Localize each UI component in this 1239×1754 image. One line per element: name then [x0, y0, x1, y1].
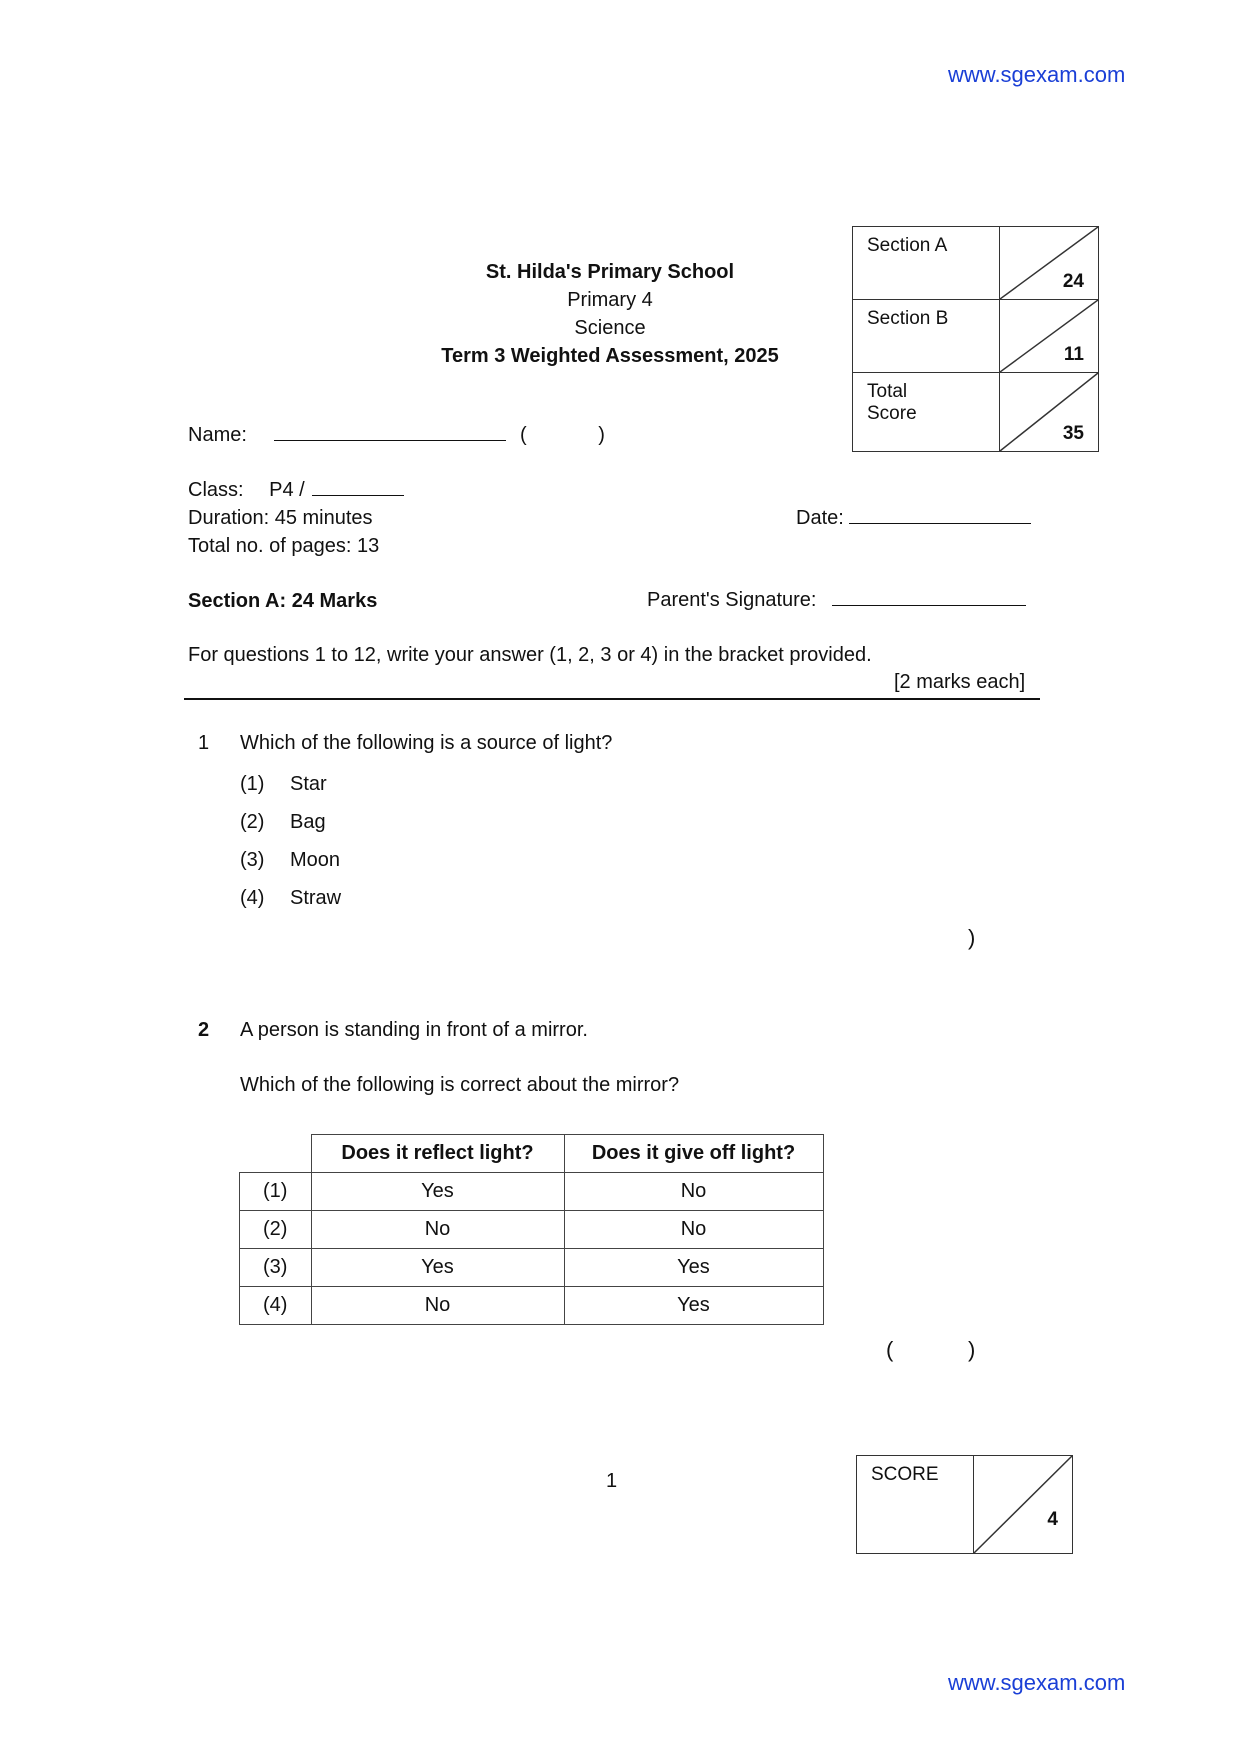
- question-number: 2: [198, 1019, 210, 1041]
- option-item: [240, 887, 341, 910]
- table-header-row: [240, 1135, 824, 1173]
- marks-label: Section B: [853, 300, 1000, 373]
- table-cell: Yes: [564, 1287, 823, 1325]
- marks-box: [852, 226, 1099, 452]
- section-a-title: Section A: 24 Marks: [188, 590, 378, 612]
- row-number: (4): [240, 1287, 312, 1325]
- option-text: Bag: [290, 811, 326, 833]
- question-text: A person is standing in front of a mirror.: [240, 1019, 588, 1041]
- option-text: Straw: [290, 887, 342, 909]
- subject: Science: [574, 317, 646, 339]
- column-header: Does it reflect light?: [311, 1135, 564, 1173]
- option-number: (4): [240, 887, 265, 909]
- answer-bracket-close: ): [968, 1337, 976, 1362]
- table-row: [240, 1287, 824, 1325]
- register-close-bracket: ): [598, 424, 605, 446]
- marks-value: 35: [1062, 423, 1084, 444]
- marks-label: Total Score: [853, 373, 1000, 452]
- table-cell: Yes: [564, 1249, 823, 1287]
- marks-row-total: [853, 373, 1099, 452]
- answer-bracket-open: (: [886, 1337, 894, 1362]
- table-cell: Yes: [311, 1173, 564, 1211]
- question-number: 1: [198, 732, 210, 754]
- marks-value: 11: [1063, 344, 1084, 365]
- option-number: (2): [240, 811, 265, 833]
- score-label: SCORE: [857, 1456, 974, 1554]
- marks-row-section-b: [853, 300, 1099, 373]
- signature-row: [647, 589, 1026, 612]
- marks-row-section-a: [853, 227, 1099, 300]
- date-row: [796, 507, 1031, 530]
- column-header: Does it give off light?: [564, 1135, 823, 1173]
- option-item: [240, 849, 340, 872]
- watermark-bottom: www.sgexam.com: [948, 1670, 1126, 1695]
- section-divider: [184, 698, 1040, 700]
- section-a-instruction: For questions 1 to 12, write your answer (1, 2, 3 or 4) in the bracket provided.: [188, 644, 872, 666]
- assessment-title: Term 3 Weighted Assessment, 2025: [441, 345, 779, 367]
- question-text: Which of the following is a source of light?: [240, 732, 613, 754]
- date-field[interactable]: [849, 523, 1031, 524]
- option-item: [240, 773, 327, 796]
- question-subtext: Which of the following is correct about the mirror?: [240, 1074, 680, 1096]
- class-label: Class:: [188, 479, 244, 501]
- option-number: (1): [240, 773, 265, 795]
- answer-table: [239, 1134, 824, 1325]
- school-name: St. Hilda's Primary School: [485, 261, 735, 283]
- exam-header: [380, 258, 840, 370]
- option-number: (3): [240, 849, 265, 871]
- option-text: Moon: [290, 849, 341, 871]
- marks-label: Section A: [853, 227, 1000, 300]
- table-cell: No: [311, 1211, 564, 1249]
- table-row: [240, 1173, 824, 1211]
- page-number: 1: [606, 1470, 618, 1492]
- answer-bracket-close: ): [968, 925, 976, 950]
- table-row: [240, 1249, 824, 1287]
- row-number: (3): [240, 1249, 312, 1287]
- row-number: (2): [240, 1211, 312, 1249]
- register-open-bracket: (: [520, 424, 527, 446]
- table-cell: No: [564, 1211, 823, 1249]
- option-item: [240, 811, 326, 834]
- table-cell: No: [311, 1287, 564, 1325]
- signature-field[interactable]: [832, 605, 1026, 606]
- name-row: [188, 424, 605, 447]
- watermark-top: www.sgexam.com: [948, 62, 1126, 87]
- page-score-box: [856, 1455, 1073, 1554]
- row-number: (1): [240, 1173, 312, 1211]
- marks-note: [2 marks each]: [894, 671, 1026, 693]
- level: Primary 4: [567, 289, 653, 311]
- name-label: Name:: [188, 424, 247, 446]
- score-value: 4: [1047, 1509, 1058, 1530]
- total-pages: Total no. of pages: 13: [188, 535, 380, 557]
- class-row: [188, 479, 404, 502]
- table-cell: No: [564, 1173, 823, 1211]
- marks-value: 24: [1062, 271, 1084, 292]
- diagonal-slash: [974, 1456, 1072, 1553]
- class-prefix: P4 /: [269, 479, 305, 501]
- table-cell: Yes: [311, 1249, 564, 1287]
- table-row: [240, 1211, 824, 1249]
- signature-label: Parent's Signature:: [647, 589, 817, 611]
- name-field[interactable]: [274, 440, 506, 441]
- duration: Duration: 45 minutes: [188, 507, 373, 529]
- class-field[interactable]: [312, 495, 404, 496]
- date-label: Date:: [796, 507, 844, 529]
- option-text: Star: [290, 773, 327, 795]
